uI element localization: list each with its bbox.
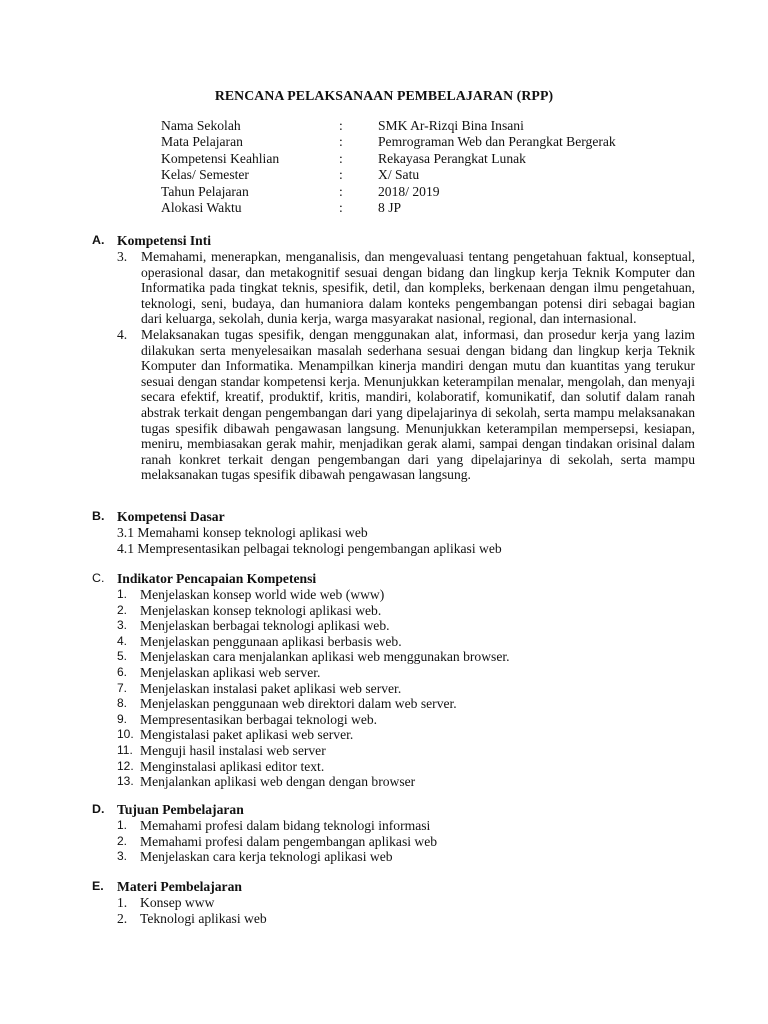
list-text: Memahami profesi dalam pengembangan aplikasi web [140, 833, 438, 849]
identity-colon: : [339, 150, 343, 166]
identity-label: Kompetensi Keahlian [161, 150, 280, 166]
list-item [117, 712, 696, 728]
list-item [117, 696, 696, 712]
list-item [117, 665, 696, 681]
list-number: 12. [117, 758, 134, 773]
identity-row-year [161, 184, 616, 200]
list-item [117, 649, 696, 665]
list-text: Melaksanakan tugas spesifik, dengan menggunakan alat, informasi, dan prosedur kerja yang lazim dilakukan serta menyelesaikan masalah sederhana sesuai dengan bidang dan lingkup kerja Teknik Komputer dan Informatika. Menampilkan kinerja mandiri dengan mutu dan kuantitas yang terukur sesuai dengan standar kompetensi kerja. Menunjukkan keterampilan menalar, mengolah, dan menyaji secara efektif, kreatif, produktif, kritis, mandiri, kolaboratif, komunikatif, dan solutif dalam ranah abstrak terkait dengan pengembangan dari yang dipelajarinya di sekolah, serta mampu melaksanakan tugas spesifik dibawah pengawasan langsung. Menunjukkan keterampilan mempersepsi, kesiapan, meniru, membiasakan gerak mahir, menjadikan gerak alami, sampai dengan tindakan orisinal dalam ranah konkret terkait dengan pengembangan dari yang dipelajarinya di sekolah, serta mampu melaksanakan tugas spesifik dibawah pengawasan langsung. [141, 326, 695, 483]
list-item [117, 249, 696, 327]
list-text: Menguji hasil instalasi web server [140, 742, 326, 758]
identity-label: Kelas/ Semester [161, 167, 249, 183]
list-number: 3. [117, 249, 128, 264]
section-indikator [92, 571, 696, 790]
section-tujuan [92, 802, 696, 865]
identity-value: Rekayasa Perangkat Lunak [378, 150, 526, 166]
list-item [117, 587, 696, 603]
list-item [117, 911, 696, 927]
identity-colon: : [339, 134, 343, 150]
identity-row-class [161, 167, 616, 183]
section-materi [92, 879, 696, 926]
list-text: Memahami, menerapkan, menganalisis, dan mengevaluasi tentang pengetahuan faktual, konseptual, operasional dasar, dan metakognitif sesuai dengan bidang dan lingkup kerja Teknik Komputer dan Informatika pada tingkat teknis, spesifik, detil, dan kompleks, berkenaan dengan ilmu pengetahuan, teknologi, seni, budaya, dan humaniora dalam konteks pengembangan potensi diri sebagai bagian dari keluarga, sekolah, dunia kerja, warga masyarakat nasional, regional, dan internasional. [141, 249, 695, 327]
list-text: Mengistalasi paket aplikasi web server. [140, 727, 354, 743]
list-number: 7. [117, 680, 128, 695]
list-text: Menjelaskan konsep world wide web (www) [140, 587, 385, 602]
identity-colon: : [339, 118, 343, 133]
identity-row-time [161, 200, 616, 216]
list-number: 2. [117, 833, 128, 848]
section-heading [92, 509, 696, 525]
list-item [117, 759, 696, 775]
section-heading [92, 233, 696, 249]
section-heading [92, 879, 696, 895]
list-number: 8. [117, 696, 128, 711]
list-item [117, 618, 696, 634]
list-number: 1. [117, 895, 128, 910]
section-letter: E. [92, 879, 104, 893]
list-item [117, 743, 696, 759]
list-text: Teknologi aplikasi web [140, 910, 267, 926]
section-title: Indikator Pencapaian Kompetensi [117, 571, 317, 586]
section-kompetensi-dasar [92, 509, 696, 556]
identity-colon: : [339, 199, 343, 215]
list-number: 13. [117, 774, 134, 789]
list-number: 11. [117, 742, 133, 757]
list-number: 2. [117, 602, 128, 617]
list-text: Menjelaskan cara kerja teknologi aplikasi web [140, 849, 393, 865]
list-number: 5. [117, 649, 128, 664]
list-text: Menjelaskan instalasi paket aplikasi web server. [140, 680, 402, 696]
list-item [117, 818, 696, 834]
list-item [117, 849, 696, 865]
list-number: 9. [117, 711, 128, 726]
list-text: Konsep www [140, 895, 215, 910]
section-title: Kompetensi Dasar [117, 509, 225, 524]
section-letter: C. [92, 571, 105, 585]
list-number: 6. [117, 664, 128, 679]
list-item [117, 681, 696, 697]
list-text: Memahami profesi dalam bidang teknologi informasi [140, 818, 431, 833]
identity-value: 8 JP [378, 199, 402, 215]
list-text: Menjelaskan penggunaan aplikasi berbasis web. [140, 633, 402, 649]
list-number: 3. [117, 618, 128, 633]
list-text: Mempresentasikan berbagai teknologi web. [140, 711, 378, 727]
document-title: RENCANA PELAKSANAAN PEMBELAJARAN (RPP) [214, 88, 554, 103]
identity-label: Alokasi Waktu [161, 199, 242, 215]
list-item [117, 603, 696, 619]
section-heading [92, 571, 696, 587]
list-number: 2. [117, 910, 128, 926]
section-title: Tujuan Pembelajaran [117, 802, 244, 817]
list-number: 1. [117, 818, 128, 832]
identity-table [161, 118, 616, 216]
list-text: Menjelaskan berbagai teknologi aplikasi web. [140, 618, 390, 634]
list-item [117, 727, 696, 743]
list-text: Menjelaskan penggunaan web direktori dalam web server. [140, 696, 457, 712]
list-item [117, 327, 696, 483]
list-number: 10. [117, 727, 134, 742]
list-number: 1. [117, 587, 128, 601]
section-title: Materi Pembelajaran [117, 879, 242, 894]
identity-label: Nama Sekolah [161, 118, 241, 133]
list-text: Menjalankan aplikasi web dengan dengan browser [140, 774, 416, 790]
list-number: 4. [117, 326, 128, 342]
list-number: 3. [117, 849, 128, 864]
identity-label: Tahun Pelajaran [161, 183, 249, 199]
section-letter: B. [92, 509, 105, 523]
identity-value: SMK Ar-Rizqi Bina Insani [378, 118, 524, 133]
section-heading [92, 802, 696, 818]
identity-label: Mata Pelajaran [161, 134, 243, 150]
list-item [117, 895, 696, 911]
list-item [117, 774, 696, 790]
list-item [117, 834, 696, 850]
identity-value: X/ Satu [378, 167, 420, 183]
section-letter: D. [92, 802, 105, 816]
identity-value: Pemrograman Web dan Perangkat Bergerak [378, 134, 616, 150]
identity-colon: : [339, 167, 343, 183]
list-number: 4. [117, 633, 128, 648]
list-item [117, 634, 696, 650]
list-text: Menjelaskan aplikasi web server. [140, 664, 321, 680]
list-item: 3.1 Memahami konsep teknologi aplikasi web [117, 525, 368, 540]
section-title: Kompetensi Inti [117, 233, 212, 248]
section-letter: A. [92, 233, 105, 247]
list-text: Menjelaskan konsep teknologi aplikasi web. [140, 602, 382, 618]
identity-row-school [161, 118, 616, 134]
identity-colon: : [339, 183, 343, 199]
list-text: Menginstalasi aplikasi editor text. [140, 758, 325, 774]
identity-row-subject [161, 134, 616, 150]
identity-row-competency [161, 151, 616, 167]
section-kompetensi-inti [92, 233, 696, 483]
identity-value: 2018/ 2019 [378, 183, 440, 199]
list-text: Menjelaskan cara menjalankan aplikasi web menggunakan browser. [140, 649, 510, 665]
list-item: 4.1 Mempresentasikan pelbagai teknologi pengembangan aplikasi web [117, 540, 502, 556]
